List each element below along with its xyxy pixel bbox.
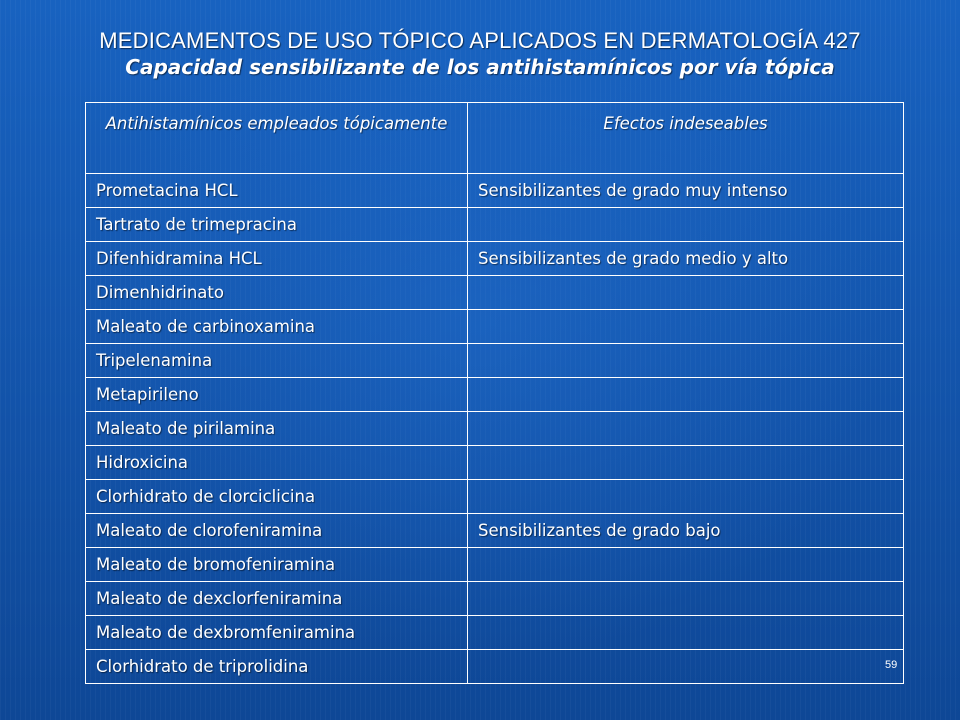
drug-name-cell: Maleato de carbinoxamina (86, 310, 468, 344)
adverse-effect-cell (468, 480, 904, 514)
drug-name-cell: Prometacina HCL (86, 174, 468, 208)
drug-name-cell: Maleato de pirilamina (86, 412, 468, 446)
drug-name-cell: Tripelenamina (86, 344, 468, 378)
adverse-effect-cell: Sensibilizantes de grado bajo (468, 514, 904, 548)
adverse-effect-cell (468, 650, 904, 684)
table-row (86, 208, 904, 242)
drug-name-cell: Maleato de dexbromfeniramina (86, 616, 468, 650)
table-row (86, 174, 904, 208)
table-row (86, 446, 904, 480)
drug-name-cell: Maleato de bromofeniramina (86, 548, 468, 582)
adverse-effect-cell (468, 310, 904, 344)
table-row (86, 514, 904, 548)
page-number: 59 (885, 659, 898, 671)
table-header-row (86, 103, 904, 174)
table-row (86, 310, 904, 344)
table-row (86, 412, 904, 446)
drug-name-cell: Maleato de dexclorfeniramina (86, 582, 468, 616)
adverse-effect-cell (468, 344, 904, 378)
adverse-effect-cell (468, 412, 904, 446)
adverse-effect-cell (468, 378, 904, 412)
adverse-effect-cell (468, 548, 904, 582)
column-header-drugs: Antihistamínicos empleados tópicamente (86, 103, 468, 174)
table-row (86, 378, 904, 412)
table-row (86, 242, 904, 276)
slide-title-block (0, 28, 960, 80)
drug-name-cell: Tartrato de trimepracina (86, 208, 468, 242)
adverse-effect-cell (468, 208, 904, 242)
slide-title: MEDICAMENTOS DE USO TÓPICO APLICADOS EN DERMATOLOGÍA 427 (99, 28, 861, 53)
table-row (86, 616, 904, 650)
drug-name-cell: Difenhidramina HCL (86, 242, 468, 276)
drug-name-cell: Hidroxicina (86, 446, 468, 480)
drug-name-cell: Clorhidrato de clorciclicina (86, 480, 468, 514)
slide-subtitle: Capacidad sensibilizante de los antihistamínicos por vía tópica (125, 55, 835, 79)
table-body (86, 174, 904, 684)
table-row (86, 548, 904, 582)
antihistamine-table (85, 102, 904, 684)
table-row (86, 276, 904, 310)
table-row (86, 480, 904, 514)
table-row (86, 344, 904, 378)
table-row (86, 650, 904, 684)
adverse-effect-cell: Sensibilizantes de grado muy intenso (468, 174, 904, 208)
adverse-effect-cell (468, 616, 904, 650)
drug-name-cell: Clorhidrato de triprolidina (86, 650, 468, 684)
column-header-effects: Efectos indeseables (468, 103, 904, 174)
table-row (86, 582, 904, 616)
adverse-effect-cell (468, 446, 904, 480)
adverse-effect-cell: Sensibilizantes de grado medio y alto (468, 242, 904, 276)
drug-name-cell: Metapirileno (86, 378, 468, 412)
adverse-effect-cell (468, 276, 904, 310)
drug-name-cell: Dimenhidrinato (86, 276, 468, 310)
adverse-effect-cell (468, 582, 904, 616)
drug-name-cell: Maleato de clorofeniramina (86, 514, 468, 548)
